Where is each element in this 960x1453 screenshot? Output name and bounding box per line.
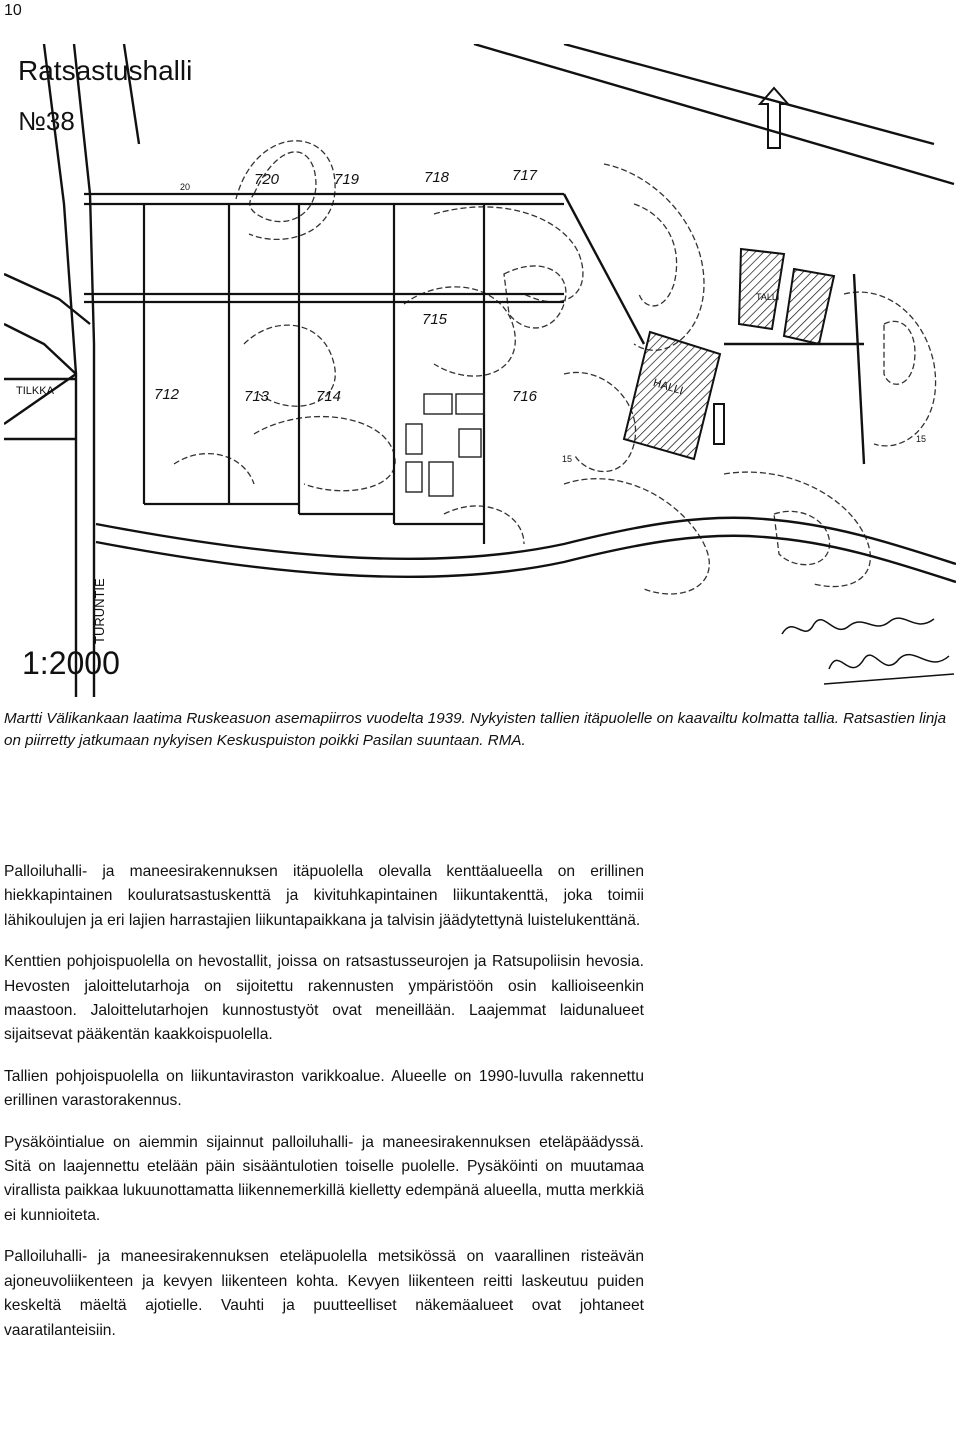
site-plan-map	[4, 44, 956, 697]
plot-label-717: 717	[512, 167, 538, 184]
paragraph-4: Pysäköintialue on aiemmin sijainnut palloiluhalli- ja maneesirakennuksen eteläpäädyssä. Sitä on laajennettu etelään päin sisääntulotien toiselle puolelle. Pysäköinti on muutamaa virallista paikkaa lukuunottamatta liikennemerkillä kielletty edempänä alueella, mutta merkkiä ei kunnioiteta.	[4, 1133, 644, 1224]
map-number: №38	[18, 106, 75, 136]
label-halli: HALLI	[651, 376, 685, 398]
plot-label-712: 712	[154, 386, 180, 403]
paragraph-1: Palloiluhalli- ja maneesirakennuksen itäpuolella olevalla kenttäalueella on erillinen hiekkapintainen kouluratsastuskenttä ja kivituhkapintainen liikuntakenttä, joka toimii lähikoulujen ja eri lajien harrastajien liikuntapaikkana ja talvisin jäädytettynä luistelukenttänä.	[4, 863, 644, 929]
contour-label-20: 20	[180, 182, 191, 192]
plot-label-714: 714	[316, 388, 342, 405]
paragraph-2: Kenttien pohjoispuolella on hevostallit, joissa on ratsastusseurojen ja Ratsupoliisin hevosia. Hevosten jaloittelutarhoja on sijoitettu rakennusten ympäristöön osin kallioiseenkin maastoon. Jaloittelutarhojen kunnostustyöt ovat meneillään. Laajemmat laidunalueet sijaitsevat pääkentän kaakkoispuolella.	[4, 953, 644, 1044]
figure-caption: Martti Välikankaan laatima Ruskeasuon asemapiirros vuodelta 1939. Nykyisten tallien itäpuolelle on kaavailtu kolmatta tallia. Ratsastien linja on piirretty jatkumaan nykyisen Keskuspuiston poikki Pasilan suuntaan. RMA.	[4, 710, 947, 749]
paragraph-3: Tallien pohjoispuolella on liikuntaviraston varikkoalue. Alueelle on 1990-luvulla rakennettu erillinen varastorakennus.	[4, 1067, 644, 1110]
plot-label-715: 715	[422, 311, 448, 328]
body-text	[4, 860, 644, 1360]
plot-label-718: 718	[424, 169, 450, 186]
paragraph-5: Palloiluhalli- ja maneesirakennuksen eteläpuolella metsikössä on vaarallinen risteävän ajoneuvoliikenteen ja kevyen liikenteen kohta. Kevyen liikenteen reitti laskeutuu puiden keskeltä mäeltä ajotielle. Vauhti ja puutteelliset näkemäalueet ovat johtaneet vaaratilanteisiin.	[4, 1248, 644, 1339]
map-title: Ratsastushalli	[18, 55, 193, 86]
map-scale: 1:2000	[22, 645, 120, 681]
plot-label-719: 719	[334, 171, 360, 188]
contour-label-15b: 15	[916, 434, 927, 444]
plot-label-716: 716	[512, 388, 538, 405]
page-number: 10	[4, 2, 22, 19]
label-tilkka: TILKKA	[16, 385, 54, 397]
label-talli: TALLI	[756, 292, 780, 302]
plot-label-713: 713	[244, 388, 270, 405]
contour-label-15a: 15	[562, 454, 573, 464]
street-label-turuntie: TURUNTIE	[92, 578, 107, 644]
plot-label-720: 720	[254, 171, 280, 188]
